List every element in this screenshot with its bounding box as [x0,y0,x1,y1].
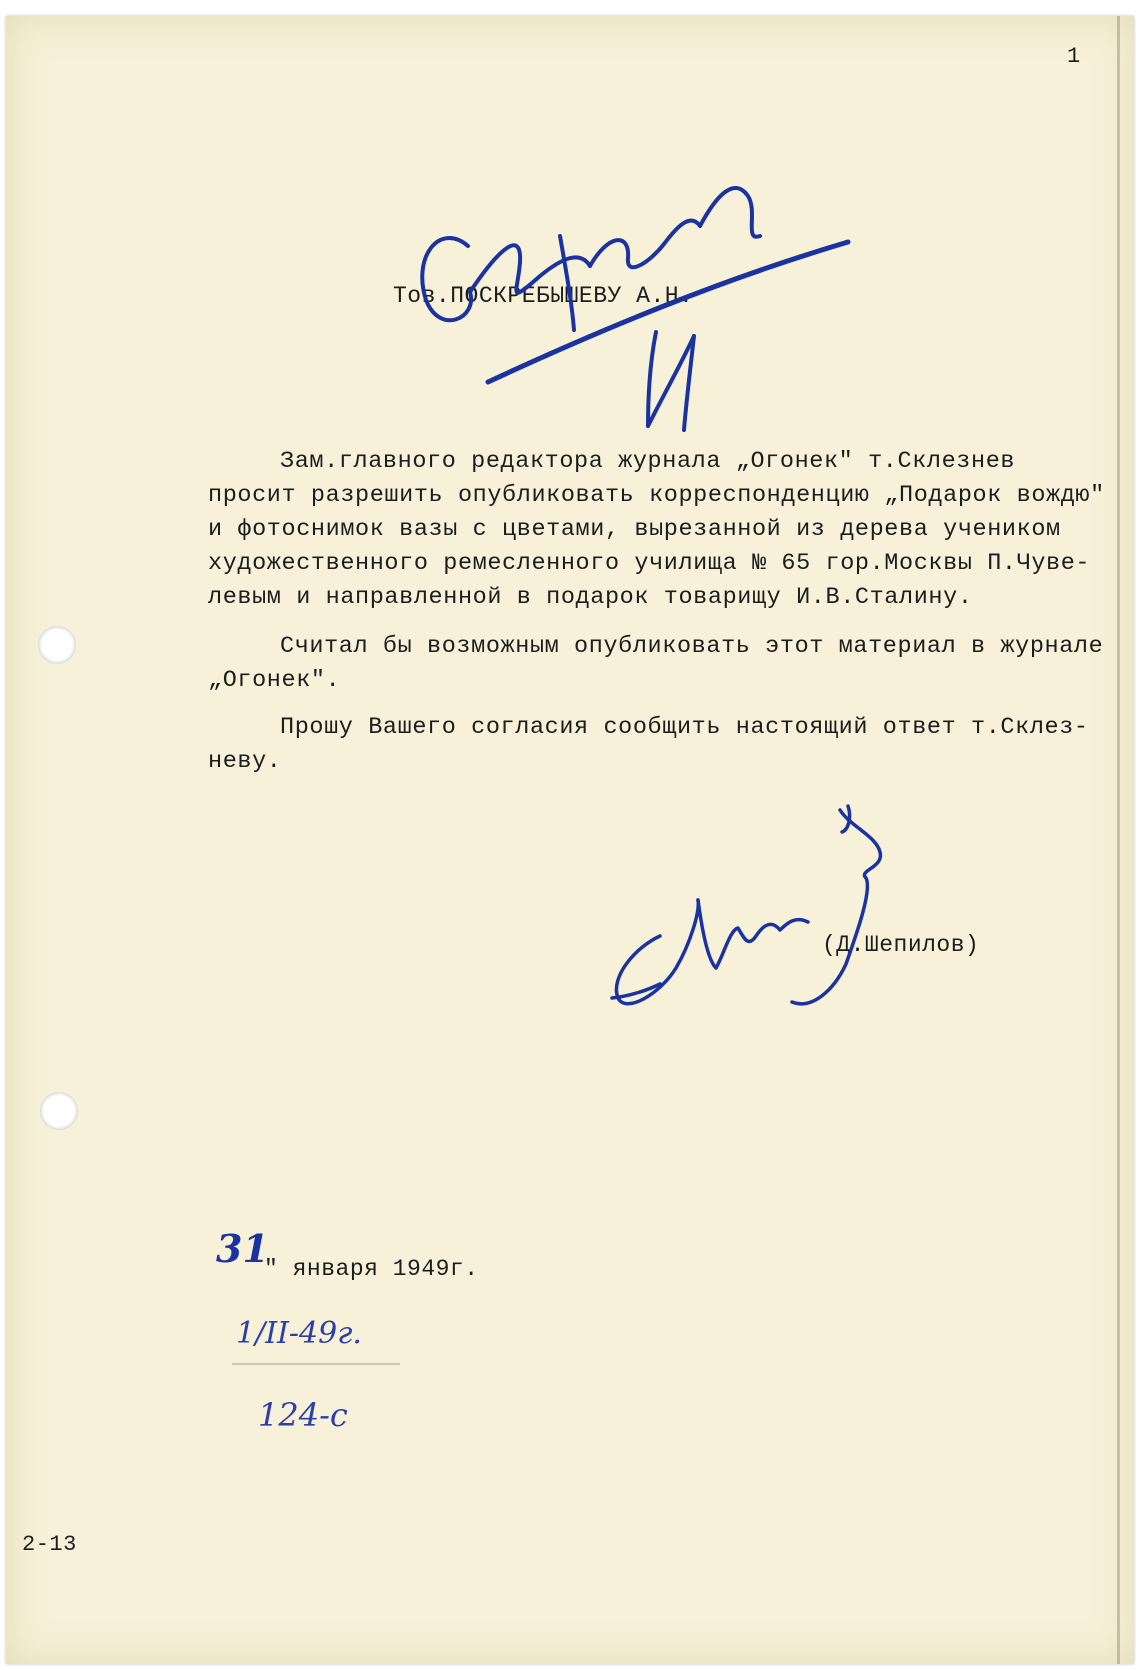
registration-number-handwritten: 124-с [258,1396,348,1434]
body-line: Прошу Вашего согласия сообщить настоящий ответ т.Склез- [280,714,1089,741]
signatory-name: (Д.Шепилов) [822,932,980,958]
punch-hole-lower [40,1092,78,1130]
sheet-edge [1117,16,1120,1664]
paper-sheet [6,16,1134,1664]
received-date-handwritten: 1/II-49г. [236,1316,362,1351]
date-day-handwritten: 31 [216,1226,269,1271]
body-line: художественного ремесленного училища № 65 гор.Москвы П.Чуве- [208,550,1091,577]
body-line: левым и направленной в подарок товарищу И.В.Сталину. [208,584,973,611]
body-line: неву. [208,748,282,775]
body-line: и фотоснимок вазы с цветами, вырезанной из дерева учеником [208,516,1061,543]
page-number: 1 [1067,44,1081,69]
body-line: Считал бы возможным опубликовать этот материал в журнале [280,633,1104,660]
body-line: „Огонек". [208,667,341,694]
date-typed: " января 1949г. [264,1256,479,1282]
body-line: просит разрешить опубликовать корреспонденцию „Подарок вождю" [208,482,1105,509]
body-line: Зам.главного редактора журнала „Огонек" т.Склезнев [280,448,1016,475]
addressee: Тов.ПОСКРЕБЫШЕВУ А.Н. [393,283,694,309]
form-code: 2-13 [22,1532,77,1557]
punch-hole-upper [38,626,76,664]
